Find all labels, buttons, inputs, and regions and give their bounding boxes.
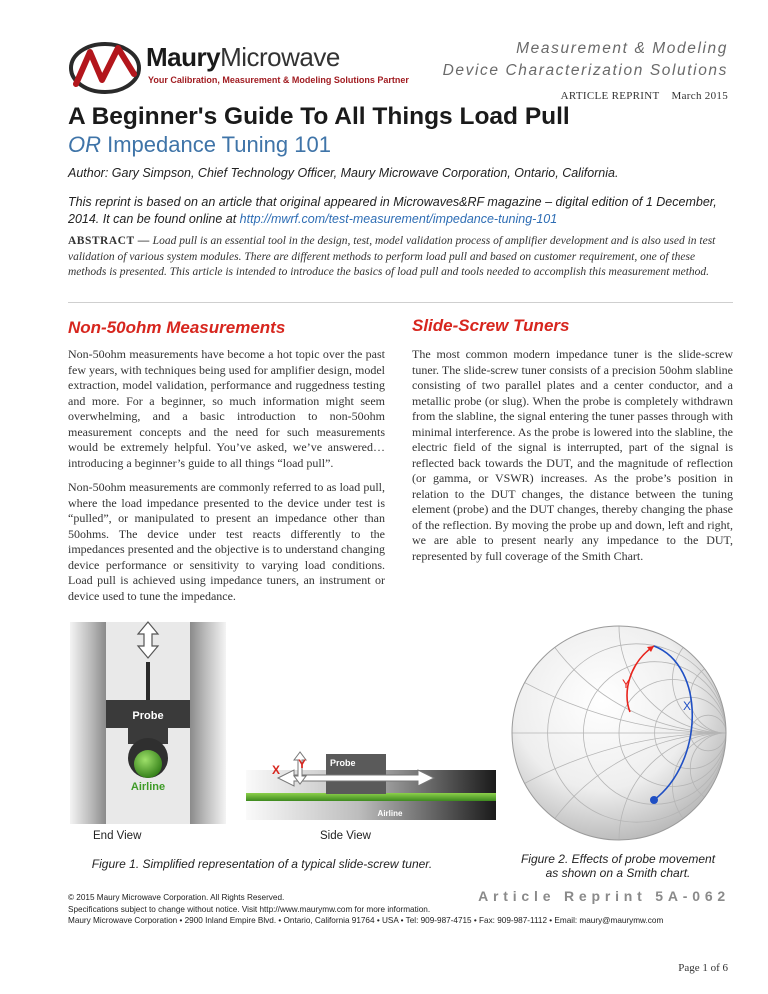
probe-label: Probe (132, 710, 164, 722)
brand-name: MauryMicrowave (146, 42, 340, 72)
divider (68, 302, 733, 303)
article-link[interactable]: http://mwrf.com/test-measurement/impedance-tuning-101 (239, 212, 558, 226)
start-point (650, 796, 658, 804)
left-column (68, 347, 385, 613)
brand-tagline: Your Calibration, Measurement & Modeling Solutions Partner (148, 75, 409, 85)
page-number: Page 1 of 6 (678, 962, 728, 974)
copyright: © 2015 Maury Microwave Corporation. All Rights Reserved. (68, 893, 285, 902)
side-x-label: X (272, 763, 281, 777)
address-line: Maury Microwave Corporation • 2900 Inland Empire Blvd. • Ontario, California 91764 • USA • Tel: 909-987-4715 • Fax: 909-987-1112 • Email: maury@maurymw.com (68, 916, 664, 925)
specs-notice: Specifications subject to change without notice. Visit http://www.maurymw.com for more information. (68, 905, 431, 914)
figure1-diagram (68, 600, 508, 830)
right-column (412, 347, 733, 573)
right-paragraph-1: The most common modern impedance tuner is the slide-screw tuner. The slide-screw tuner consists of a precision 50ohm slabline consisting of two parallel plates and a center conductor, and a metallic probe (or slug). When the probe is completely withdrawn from the slabline, the signal entering the tuner passes through with minimal interference. As the probe is lowered into the slabline, the electric field of the signal is interrupted, part of the signal is reflected back towards the DUT, and the magnitude of reflection (or gamma, or VSWR) increases. As the probe’s position in relation to the DUT changes, the distance between the tuning element (probe) and the DUT changes, thereby changing the phase of the reflection. By moving the probe up and down, left and right, we are able to present nearly any impedance to the DUT, represented by full coverage of the Smith Chart. (412, 347, 733, 563)
abstract: ABSTRACT — Load pull is an essential tool in the design, test, model validation process of amplifier development and is also used in test validation of various system modules. There are different methods to perform load pull and based on customer requirement, one of these methods is presented. This article is intended to introduce the basics of load pull and tools needed to accomplish this measurement method. (68, 235, 716, 278)
reprint-label: ARTICLE REPRINT (560, 90, 660, 102)
section-heading-slide-screw: Slide-Screw Tuners (412, 316, 570, 335)
airline-label: Airline (130, 781, 166, 793)
article-title: A Beginner's Guide To All Things Load Pull (68, 103, 570, 130)
reprint-info (561, 90, 728, 102)
maury-logo-icon (68, 40, 142, 96)
figure2-smith-chart (508, 622, 730, 844)
left-paragraph-2: Non-50ohm measurements are commonly referred to as load pull, where the load impedance presented to the device under test is “pulled”, or manipulated to present an impedance other than 50ohms. The device under test reacts differently to the impedances presented and the objective is to understand changing device performance or sensitivity to varying load conditions. Load pull is achieved using impedance tuners, an instrument or device used to tune the impedance. (68, 480, 385, 603)
section-heading-non50ohm: Non-50ohm Measurements (68, 318, 286, 337)
side-view (246, 752, 496, 820)
side-y-label: Y (298, 757, 307, 771)
left-paragraph-1: Non-50ohm measurements have become a hot topic over the past few years, with techniques being used for amplifier design, model extraction, model validation, performance and ruggedness testing and more. For a beginner, so much information might seem overwhelming, and a basic introduction to non-50ohm measurement concepts and the need for such measurements would be extremely helpful. You’ve asked, we’ve answered… introducing a beginner’s guide to all things “load pull”. (68, 347, 385, 470)
side-probe-label: Probe (330, 758, 356, 768)
end-view-label: End View (93, 830, 142, 842)
article-subtitle: OR Impedance Tuning 101 (68, 132, 331, 157)
website-link[interactable]: http://www.maurymw.com (259, 905, 353, 914)
smith-x-label: X (683, 699, 692, 713)
article-reprint-code: Article Reprint 5A-062 (478, 888, 730, 904)
reprint-note: This reprint is based on an article that original appeared in Microwaves&RF magazine – digital edition of 1 December, 2014. It can be found online at http://mwrf.com/test-measurement/impedance-tuning-101 (68, 195, 717, 226)
end-view (70, 622, 226, 824)
side-airline-label: Airline (377, 809, 403, 818)
header-tagline-1: Measurement & Modeling (516, 40, 728, 57)
author-line: Author: Gary Simpson, Chief Technology Officer, Maury Microwave Corporation, Ontario, California. (68, 166, 619, 180)
smith-y-label: Y (622, 677, 631, 691)
figure2-caption: Figure 2. Effects of probe movement as shown on a Smith chart. (520, 852, 716, 880)
side-view-label: Side View (320, 830, 371, 842)
header-tagline-2: Device Characterization Solutions (442, 62, 728, 79)
figure1-caption: Figure 1. Simplified representation of a typical slide-screw tuner. (91, 857, 433, 871)
reprint-date: March 2015 (671, 90, 728, 102)
